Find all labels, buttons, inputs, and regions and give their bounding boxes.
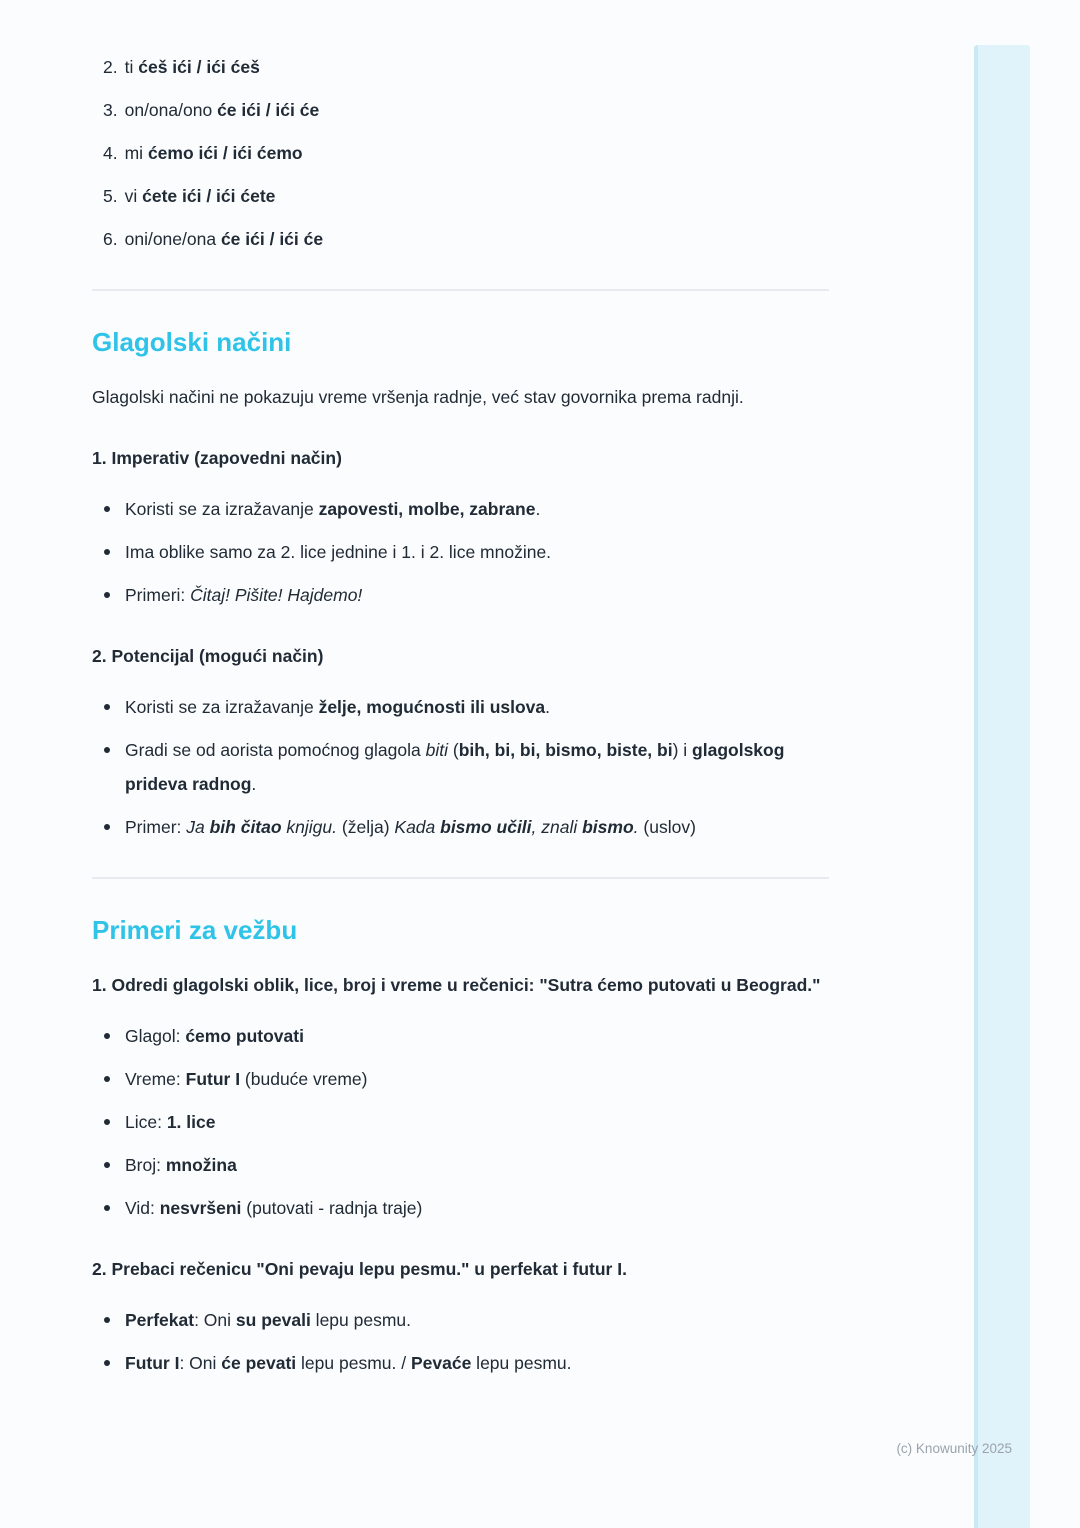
text-segment: glagolskog prideva radnog bbox=[125, 740, 785, 794]
bullet-item bbox=[92, 733, 829, 801]
text-segment: bih, bi, bi, bismo, biste, bi bbox=[458, 740, 673, 760]
text-segment: množina bbox=[165, 1155, 237, 1175]
text-segment: Pevaće bbox=[410, 1353, 472, 1373]
document-content bbox=[92, 0, 829, 1380]
bullet-list bbox=[92, 492, 829, 612]
text-segment: Lice: bbox=[125, 1112, 167, 1132]
text-segment: će ići / ići će bbox=[220, 229, 324, 249]
sub-heading: 2. Potencijal (mogući način) bbox=[92, 646, 324, 666]
numbered-item bbox=[92, 222, 829, 256]
text-segment: lepu pesmu. bbox=[310, 1310, 412, 1330]
item-text bbox=[125, 100, 320, 120]
text-segment: bih čitao bbox=[209, 817, 282, 837]
text-segment: 1. lice bbox=[166, 1112, 216, 1132]
bullet-item bbox=[92, 1105, 829, 1139]
bullet-icon bbox=[104, 1317, 110, 1323]
text-segment: . bbox=[545, 697, 551, 717]
page-edge-stripe bbox=[974, 45, 1030, 1528]
text-segment: će pevati bbox=[221, 1353, 297, 1373]
sub-heading: 1. Imperativ (zapovedni način) bbox=[92, 448, 342, 468]
text-segment: mi bbox=[124, 143, 148, 163]
text-segment: , znali bbox=[531, 817, 583, 837]
bullet-item bbox=[92, 535, 829, 569]
text-segment: knjigu. bbox=[281, 817, 338, 837]
text-segment: oni/one/ona bbox=[124, 229, 221, 249]
paragraph bbox=[92, 968, 829, 1002]
text-segment: Čitaj! Pišite! Hajdemo! bbox=[190, 585, 363, 605]
bullet-item bbox=[92, 1148, 829, 1182]
bullet-icon bbox=[104, 704, 110, 710]
watermark: (c) Knowunity 2025 bbox=[896, 1441, 1012, 1456]
item-text bbox=[125, 1026, 304, 1046]
item-text bbox=[125, 499, 540, 519]
bullet-icon bbox=[104, 506, 110, 512]
item-text bbox=[125, 229, 324, 249]
bullet-icon bbox=[104, 592, 110, 598]
bullet-icon bbox=[104, 1162, 110, 1168]
text-segment: Ja bbox=[186, 817, 210, 837]
item-number: 6. bbox=[103, 229, 118, 249]
item-number: 3. bbox=[103, 100, 118, 120]
text-segment: ćete ići / ići ćete bbox=[142, 186, 276, 206]
text-segment: Primer: bbox=[125, 817, 187, 837]
item-text bbox=[125, 1112, 215, 1132]
numbered-item bbox=[92, 136, 829, 170]
text-segment: vi bbox=[124, 186, 143, 206]
text-segment: ti bbox=[124, 57, 139, 77]
numbered-item bbox=[92, 93, 829, 127]
text-segment: lepu pesmu. / bbox=[296, 1353, 411, 1373]
bullet-item bbox=[92, 1062, 829, 1096]
item-text bbox=[125, 1353, 572, 1373]
item-text bbox=[125, 186, 276, 206]
text-segment: : Oni bbox=[194, 1310, 236, 1330]
text-segment: . bbox=[633, 817, 639, 837]
text-segment: ćemo putovati bbox=[185, 1026, 304, 1046]
bullet-icon bbox=[104, 1033, 110, 1039]
text-segment: Broj: bbox=[125, 1155, 166, 1175]
text-segment: Vreme: bbox=[125, 1069, 186, 1089]
text-segment: . bbox=[535, 499, 541, 519]
bullet-item bbox=[92, 578, 829, 612]
text-segment: Ima oblike samo za 2. lice jednine i 1. i 2. lice množine. bbox=[125, 542, 552, 562]
text-segment: Koristi se za izražavanje bbox=[125, 499, 319, 519]
bullet-item bbox=[92, 810, 829, 844]
text-segment: . bbox=[251, 774, 257, 794]
section-divider bbox=[92, 877, 829, 879]
section-heading: Glagolski načini bbox=[92, 327, 292, 357]
text-segment: (želja) bbox=[337, 817, 395, 837]
item-text bbox=[125, 740, 784, 794]
item-text bbox=[125, 57, 260, 77]
item-number: 2. bbox=[103, 57, 118, 77]
bullet-item bbox=[92, 1191, 829, 1225]
text-segment: (uslov) bbox=[638, 817, 696, 837]
bullet-list bbox=[92, 1303, 829, 1380]
sub-heading: 2. Prebaci rečenicu "Oni pevaju lepu pesmu." u perfekat i futur I. bbox=[92, 1259, 627, 1279]
text-segment: Koristi se za izražavanje bbox=[125, 697, 319, 717]
item-number: 5. bbox=[103, 186, 118, 206]
text-segment: Futur I bbox=[125, 1353, 180, 1373]
bullet-item bbox=[92, 1303, 829, 1337]
bullet-item bbox=[92, 690, 829, 724]
section-heading: Primeri za vežbu bbox=[92, 915, 298, 945]
text-segment: Perfekat bbox=[125, 1310, 195, 1330]
text-segment: će ići / ići će bbox=[217, 100, 320, 120]
text-segment: ćemo ići / ići ćemo bbox=[147, 143, 303, 163]
text-segment: ) i bbox=[672, 740, 693, 760]
item-text bbox=[125, 1310, 411, 1330]
text-segment: 1. Odredi glagolski oblik, lice, broj i vreme u rečenici: "Sutra ćemo putovati u Beograd." bbox=[92, 975, 821, 995]
text-segment: ( bbox=[447, 740, 459, 760]
text-segment: želje, mogućnosti ili uslova bbox=[318, 697, 546, 717]
bullet-icon bbox=[104, 1360, 110, 1366]
text-segment: : Oni bbox=[179, 1353, 222, 1373]
text-segment: Gradi se od aorista pomoćnog glagola bbox=[125, 740, 426, 760]
bullet-item bbox=[92, 1346, 829, 1380]
text-segment: lepu pesmu. bbox=[471, 1353, 572, 1373]
numbered-list bbox=[92, 50, 829, 256]
item-text bbox=[125, 817, 696, 837]
item-text bbox=[125, 585, 362, 605]
bullet-list bbox=[92, 690, 829, 844]
paragraph bbox=[92, 380, 829, 414]
text-segment: (putovati - radnja traje) bbox=[241, 1198, 423, 1218]
bullet-icon bbox=[104, 549, 110, 555]
item-text bbox=[125, 1198, 422, 1218]
text-segment: Glagol: bbox=[125, 1026, 186, 1046]
bullet-icon bbox=[104, 1076, 110, 1082]
text-segment: ćeš ići / ići ćeš bbox=[138, 57, 260, 77]
item-text bbox=[125, 143, 303, 163]
bullet-list bbox=[92, 1019, 829, 1225]
item-text bbox=[125, 1155, 237, 1175]
section-divider bbox=[92, 289, 829, 291]
item-text bbox=[125, 697, 550, 717]
text-segment: on/ona/ono bbox=[124, 100, 218, 120]
item-text bbox=[125, 542, 551, 562]
bullet-item bbox=[92, 1019, 829, 1053]
text-segment: nesvršeni bbox=[159, 1198, 242, 1218]
item-number: 4. bbox=[103, 143, 118, 163]
text-segment: Glagolski načini ne pokazuju vreme vršenja radnje, već stav govornika prema radnji. bbox=[92, 387, 744, 407]
text-segment: bismo bbox=[582, 817, 634, 837]
text-segment: su pevali bbox=[235, 1310, 311, 1330]
bullet-icon bbox=[104, 824, 110, 830]
text-segment: Vid: bbox=[125, 1198, 160, 1218]
numbered-item bbox=[92, 179, 829, 213]
item-text bbox=[125, 1069, 367, 1089]
text-segment: (buduće vreme) bbox=[240, 1069, 368, 1089]
text-segment: zapovesti, molbe, zabrane bbox=[318, 499, 536, 519]
bullet-icon bbox=[104, 1205, 110, 1211]
text-segment: Futur I bbox=[185, 1069, 241, 1089]
bullet-icon bbox=[104, 1119, 110, 1125]
text-segment: Kada bbox=[394, 817, 441, 837]
text-segment: bismo učili bbox=[440, 817, 532, 837]
text-segment: biti bbox=[425, 740, 448, 760]
bullet-icon bbox=[104, 747, 110, 753]
numbered-item bbox=[92, 50, 829, 84]
text-segment: Primeri: bbox=[125, 585, 191, 605]
bullet-item bbox=[92, 492, 829, 526]
